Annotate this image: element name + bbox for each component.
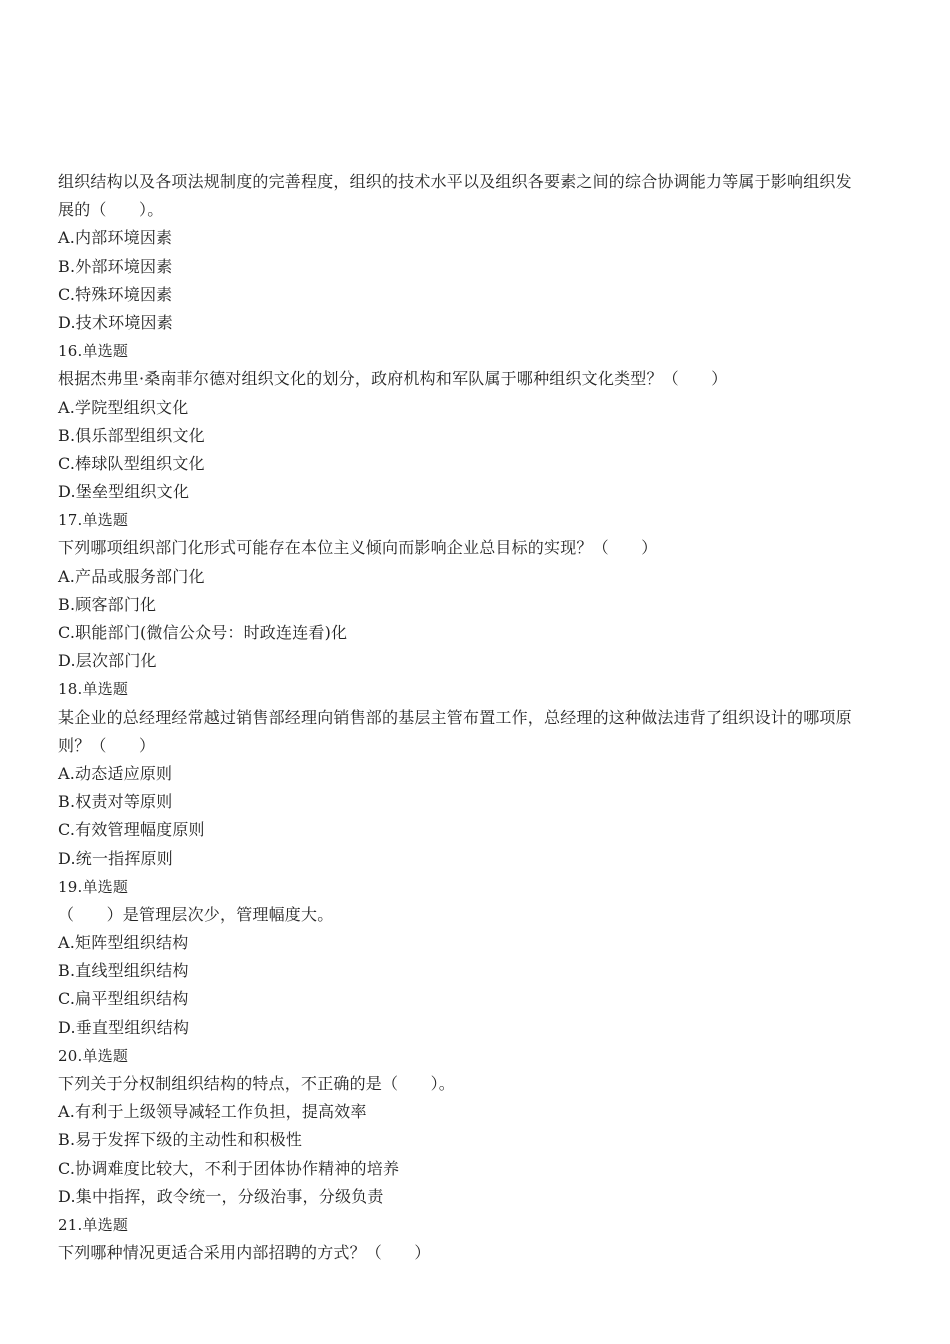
question-18-stem-line-2: 则？（ ） [58, 735, 156, 755]
question-17-option-a: A.产品或服务部门化 [58, 566, 205, 586]
question-15-option-a: A.内部环境因素 [58, 228, 173, 248]
question-18-header: 18.单选题 [58, 680, 129, 699]
question-17-option-c: C.职能部门(微信公众号：时政连连看)化 [58, 623, 348, 642]
question-21-header: 21.单选题 [58, 1215, 129, 1234]
question-16-header: 16.单选题 [58, 342, 129, 361]
question-16-option-c: C.棒球队型组织文化 [58, 453, 205, 473]
question-18-option-c: C.有效管理幅度原则 [58, 820, 205, 840]
question-18-stem-line-1: 某企业的总经理经常越过销售部经理向销售部的基层主管布置工作，总经理的这种做法违背了组织设计的哪项原 [58, 707, 852, 727]
question-19-stem: （ ）是管理层次少，管理幅度大。 [58, 904, 334, 924]
question-15-stem-line-2: 展的（ ）。 [58, 200, 164, 220]
question-17-header: 17.单选题 [58, 511, 129, 530]
question-20-option-c: C.协调难度比较大，不利于团体协作精神的培养 [58, 1158, 400, 1178]
question-18-option-b: B.权责对等原则 [58, 792, 173, 812]
question-17-option-b: B.顾客部门化 [58, 594, 157, 614]
question-18-option-a: A.动态适应原则 [58, 763, 173, 783]
question-15-stem-line-1: 组织结构以及各项法规制度的完善程度，组织的技术水平以及组织各要素之间的综合协调能力等属于影响组织发 [58, 172, 852, 191]
question-16-option-a: A.学院型组织文化 [58, 397, 189, 417]
question-18-option-d: D.统一指挥原则 [58, 848, 173, 868]
question-19-header: 19.单选题 [58, 877, 129, 896]
question-17-stem: 下列哪项组织部门化形式可能存在本位主义倾向而影响企业总目标的实现？（ ） [58, 538, 658, 558]
question-19-option-c: C.扁平型组织结构 [58, 989, 189, 1009]
question-15-option-b: B.外部环境因素 [58, 256, 173, 276]
question-15-option-c: C.特殊环境因素 [58, 284, 173, 304]
question-20-stem: 下列关于分权制组织结构的特点，不正确的是（ ）。 [58, 1074, 456, 1093]
question-20-option-a: A.有利于上级领导减轻工作负担，提高效率 [58, 1102, 367, 1122]
question-16-option-b: B.俱乐部型组织文化 [58, 425, 205, 445]
question-19-option-b: B.直线型组织结构 [58, 961, 189, 981]
document-body [58, 168, 898, 1267]
question-17-option-d: D.层次部门化 [58, 651, 157, 671]
question-20-header: 20.单选题 [58, 1046, 129, 1065]
question-20-option-b: B.易于发挥下级的主动性和积极性 [58, 1130, 303, 1150]
question-19-option-a: A.矩阵型组织结构 [58, 933, 189, 953]
question-16-option-d: D.堡垒型组织文化 [58, 482, 190, 502]
question-20-option-d: D.集中指挥，政令统一，分级治事，分级负责 [58, 1186, 384, 1206]
question-16-stem: 根据杰弗里·桑南菲尔德对组织文化的划分，政府机构和军队属于哪种组织文化类型？（ ） [58, 369, 728, 389]
question-15-option-d: D.技术环境因素 [58, 312, 173, 332]
question-21-stem: 下列哪种情况更适合采用内部招聘的方式？（ ） [58, 1243, 431, 1263]
question-19-option-d: D.垂直型组织结构 [58, 1017, 190, 1037]
